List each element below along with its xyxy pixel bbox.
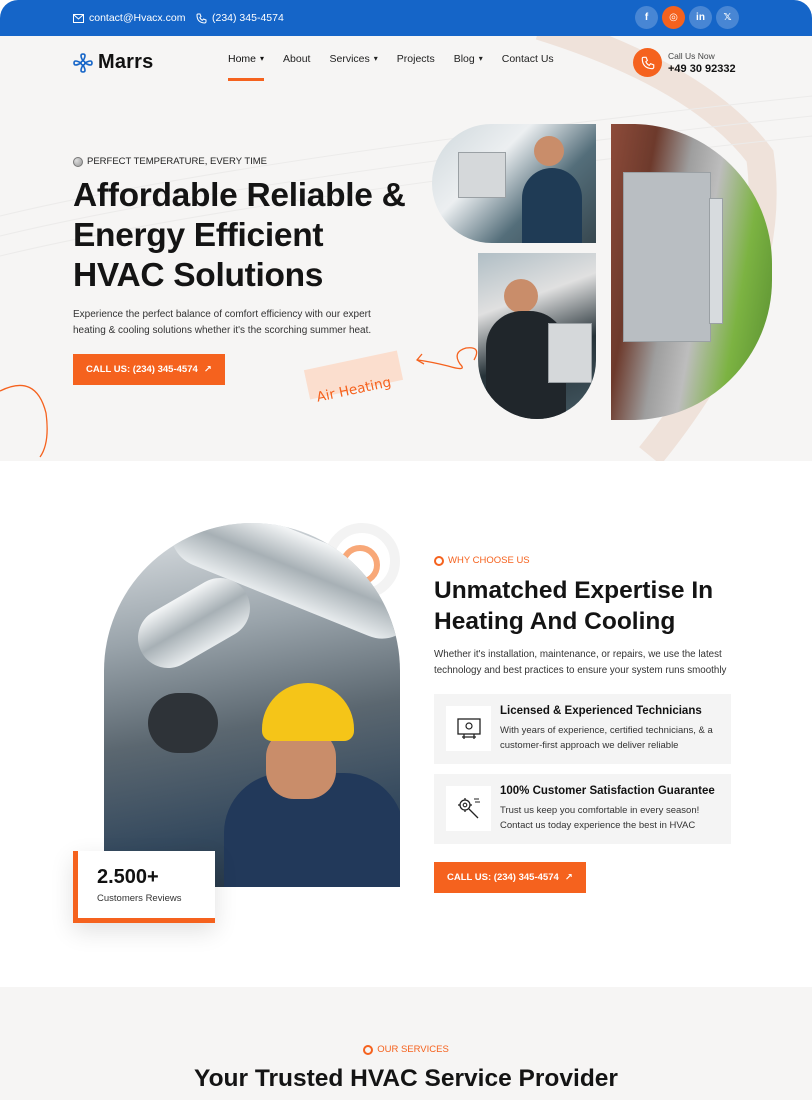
arrow-up-right-icon: ↗ (203, 364, 212, 375)
topbar-email[interactable] (73, 0, 185, 36)
topbar-phone[interactable] (196, 0, 284, 36)
feature-title: Licensed & Experienced Technicians (500, 705, 702, 717)
linkedin-icon[interactable]: in (689, 6, 712, 29)
air-heating-tag: Air Heating (315, 374, 393, 406)
instagram-icon[interactable]: ◎ (662, 6, 685, 29)
decorative-swirl (0, 373, 64, 461)
cta-label: CALL US: (234) 345-4574 (447, 872, 559, 883)
hero-call-button[interactable] (73, 354, 225, 385)
cta-label: CALL US: (234) 345-4574 (86, 364, 198, 375)
call-label: Call Us Now (668, 50, 715, 61)
topbar-email-text: contact@Hvacx.com (89, 12, 186, 24)
x-icon[interactable]: 𝕏 (716, 6, 739, 29)
technician-head (534, 136, 564, 166)
social-links (635, 6, 739, 29)
outdoor-ac-side (709, 198, 723, 324)
nav-item-home[interactable] (228, 36, 264, 81)
reviews-stat-card (73, 851, 215, 923)
hard-hat (262, 683, 354, 741)
outdoor-ac-unit (623, 172, 711, 342)
mail-icon (73, 13, 84, 24)
topbar-phone-text: (234) 345-4574 (212, 12, 284, 24)
hero-eyebrow-text: PERFECT TEMPERATURE, EVERY TIME (87, 156, 268, 167)
hero-eyebrow (73, 156, 267, 167)
nav-label: Home (228, 52, 257, 65)
logo-text: Marrs (98, 51, 154, 73)
why-call-button[interactable] (434, 862, 586, 893)
services-section (0, 987, 812, 1100)
nav-item-about[interactable] (283, 36, 310, 81)
technician-photo-2 (478, 253, 596, 419)
technician-duct-photo (104, 523, 400, 887)
ac-unit (548, 323, 592, 383)
globe-icon (73, 157, 83, 167)
ring-icon (363, 1045, 373, 1055)
technician-head (504, 279, 538, 313)
nav-label: Blog (453, 52, 475, 65)
chevron-down-icon: ▾ (478, 54, 483, 63)
hero-description: Experience the perfect balance of comfort efficiency with our expert heating & cooling solutions whether it's the scorching summer heat. (73, 309, 372, 336)
nav-item-contact[interactable] (502, 36, 554, 81)
why-title: Unmatched Expertise In Heating And Cooling (434, 577, 714, 635)
facebook-icon[interactable]: f (635, 6, 658, 29)
services-eyebrow-text: OUR SERVICES (377, 1044, 449, 1055)
why-choose-section (0, 461, 812, 987)
curly-arrow-icon (412, 340, 482, 380)
hero-section (0, 36, 812, 461)
feature-card-guarantee (434, 774, 731, 844)
services-eyebrow (0, 1044, 812, 1055)
technician-photo-1 (432, 124, 596, 243)
nav-label: Services (329, 52, 370, 65)
work-glove (148, 693, 218, 753)
feature-text: Trust us keep you comfortable in every season! Contact us today experience the best in HVAC (500, 805, 700, 831)
chevron-down-icon: ▾ (373, 54, 378, 63)
stat-label: Customers Reviews (97, 893, 182, 904)
nav-item-services[interactable] (329, 36, 377, 81)
ring-icon (434, 556, 444, 566)
feature-text: With years of experience, certified technicians, & a customer-first approach we deliver reliable (500, 725, 713, 751)
nav-label: Contact Us (501, 52, 554, 65)
ac-unit (458, 152, 506, 198)
arrow-up-right-icon: ↗ (564, 872, 573, 883)
technician-body (522, 168, 582, 243)
gear-tools-icon (446, 786, 491, 831)
phone-icon (196, 13, 207, 24)
call-us-now[interactable] (633, 48, 736, 77)
nav-label: About (283, 52, 311, 65)
nav-label: Projects (396, 52, 435, 65)
hero-title: Affordable Reliable & Energy Efficient HVAC Solutions (73, 177, 406, 294)
certificate-board-icon (446, 706, 491, 751)
feature-title: 100% Customer Satisfaction Guarantee (500, 785, 715, 797)
chevron-down-icon: ▾ (260, 54, 265, 63)
nav-item-projects[interactable] (397, 36, 435, 81)
nav-item-blog[interactable] (454, 36, 483, 81)
why-eyebrow (434, 555, 530, 566)
stat-value: 2.500+ (97, 866, 159, 888)
phone-call-icon (633, 48, 662, 77)
call-number: +49 30 92332 (668, 62, 736, 75)
feature-card-licensed (434, 694, 731, 764)
logo[interactable] (73, 51, 153, 74)
fan-logo-icon (73, 53, 93, 73)
top-bar (0, 0, 812, 36)
main-nav (228, 36, 573, 81)
services-title: Your Trusted HVAC Service Provider (194, 1065, 618, 1092)
why-description: Whether it's installation, maintenance, or repairs, we use the latest technology and best practices to ensure your system runs smoothly (434, 649, 727, 676)
why-eyebrow-text: WHY CHOOSE US (448, 555, 530, 566)
